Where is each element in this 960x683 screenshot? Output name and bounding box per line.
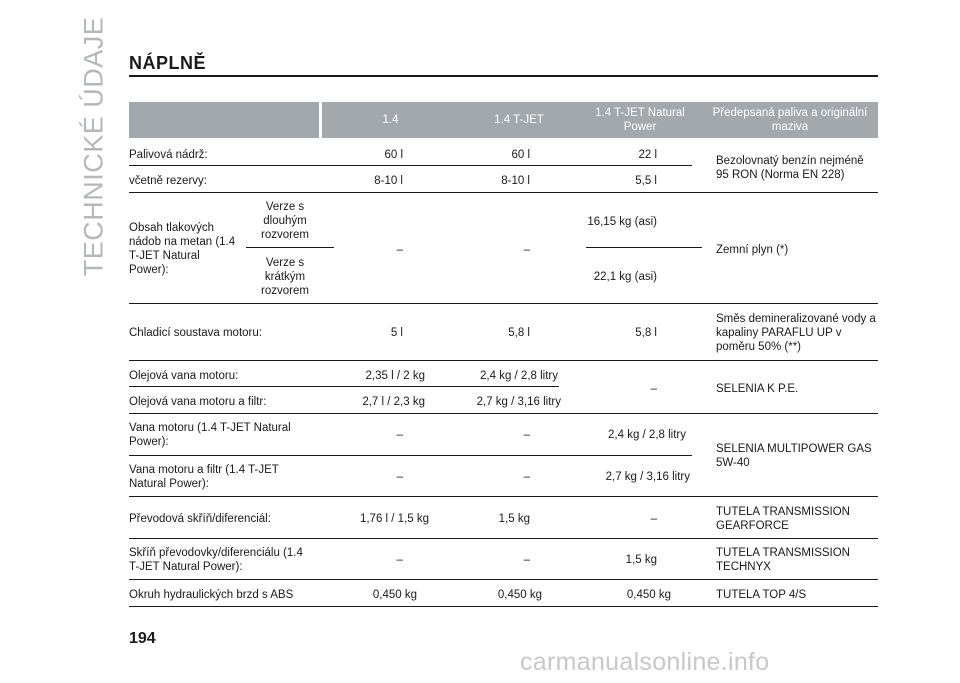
cooling-v3: 5,8 l (635, 327, 657, 339)
np-oil-pan-label: Vana motoru (1.4 T-JET Natural Power): (129, 422, 291, 448)
fuel-spec: Bezolovnatý benzín nejméně 95 RON (Norma EN 228) (716, 155, 864, 181)
cooling-v2: 5,8 l (508, 327, 530, 339)
watermark: carmanualsonline.info (520, 648, 770, 676)
fuel-tank-v3: 22 l (638, 149, 657, 161)
section-side-tab-label: TECHNICKÉ ÚDAJE (78, 16, 109, 277)
pressure-tanks-spec: Zemní plyn (*) (716, 244, 789, 256)
divider (129, 579, 878, 580)
pressure-tanks-long-variant: Verze s dlouhým rozvorem (261, 201, 309, 241)
header-col-4: Předepsaná paliva a originální maziva (712, 107, 868, 133)
pressure-tanks-v2: – (523, 244, 530, 256)
np-gearbox-label: Skříň převodovky/diferenciálu (1.4 T-JET Natural Power): (129, 547, 303, 573)
divider (129, 303, 878, 304)
divider (129, 386, 559, 387)
oil-pan-filter-v2: 2,7 kg / 3,16 litry (476, 396, 561, 408)
pressure-tanks-v3-short: 22,1 kg (asi) (593, 271, 657, 283)
np-oil-pan-filter-label: Vana motoru a filtr (1.4 T-JET Natural Power): (129, 464, 279, 490)
gearbox-spec: TUTELA TRANSMISSION GEARFORCE (716, 506, 850, 532)
gearbox-v3: – (650, 513, 657, 525)
divider (129, 165, 692, 166)
oil-pan-v2: 2,4 kg / 2,8 litry (480, 370, 558, 382)
gearbox-v1: 1,76 l / 1,5 kg (359, 513, 429, 525)
oil-pan-label: Olejová vana motoru: (129, 370, 239, 382)
divider (129, 413, 878, 414)
page-title: NÁPLNĚ (129, 53, 207, 73)
oil-v3: – (650, 383, 657, 395)
brakes-spec: TUTELA TOP 4/S (716, 589, 807, 601)
divider (129, 360, 878, 361)
np-oil-pan-filter-v2: – (523, 471, 530, 483)
np-oil-pan-v1: – (396, 429, 403, 441)
reserve-v2: 8-10 l (501, 175, 530, 187)
oil-pan-filter-v1: 2,7 l / 2,3 kg (362, 396, 425, 408)
pressure-tanks-short-variant: Verze s krátkým rozvorem (261, 257, 309, 297)
reserve-label: včetně rezervy: (129, 175, 207, 187)
np-gearbox-spec: TUTELA TRANSMISSION TECHNYX (716, 547, 850, 573)
reserve-v3: 5,5 l (635, 175, 657, 187)
cooling-label: Chladicí soustava motoru: (129, 327, 262, 339)
reserve-v1: 8-10 l (374, 175, 403, 187)
fuel-tank-v1: 60 l (384, 149, 403, 161)
fuel-tank-label: Palivová nádrž: (129, 149, 208, 161)
cooling-spec: Směs demineralizované vody a kapaliny PARAFLU UP v poměru 50% (**) (716, 313, 876, 353)
brakes-v3: 0,450 kg (626, 589, 671, 601)
brakes-label: Okruh hydraulických brzd s ABS (129, 589, 294, 601)
oil-pan-filter-label: Olejová vana motoru a filtr: (129, 396, 267, 408)
brakes-v1: 0,450 kg (372, 589, 417, 601)
gearbox-label: Převodová skříň/diferenciál: (129, 513, 271, 525)
np-oil-pan-filter-v1: – (396, 471, 403, 483)
brakes-v2: 0,450 kg (497, 589, 542, 601)
header-bar-blank (129, 102, 319, 138)
np-oil-pan-v2: – (523, 429, 530, 441)
pressure-tanks-v3-long: 16,15 kg (asi) (587, 216, 657, 228)
np-gearbox-v1: – (396, 554, 403, 566)
divider (129, 455, 692, 456)
gearbox-v2: 1,5 kg (498, 513, 530, 525)
header-col-1: 1.4 (382, 114, 399, 126)
cooling-v1: 5 l (390, 327, 403, 339)
divider (129, 192, 878, 193)
oil-spec: SELENIA K P.E. (716, 383, 799, 395)
np-oil-spec: SELENIA MULTIPOWER GAS 5W-40 (716, 443, 872, 469)
divider (129, 606, 878, 607)
divider (586, 247, 702, 248)
np-oil-pan-v3: 2,4 kg / 2,8 litry (608, 429, 686, 441)
page-number: 194 (129, 630, 156, 647)
divider (129, 538, 878, 539)
section-side-tab (72, 16, 116, 277)
pressure-tanks-v1: – (396, 244, 403, 256)
oil-pan-v1: 2,35 l / 2 kg (365, 370, 425, 382)
header-col-3: 1.4 T-JET Natural Power (595, 107, 685, 133)
np-gearbox-v2: – (523, 554, 530, 566)
header-col-2: 1.4 T-JET (494, 114, 544, 126)
np-gearbox-v3: 1,5 kg (625, 554, 657, 566)
np-oil-pan-filter-v3: 2,7 kg / 3,16 litry (605, 471, 690, 483)
pressure-tanks-label: Obsah tlakových nádob na metan (1.4 T-JET Natural Power): (129, 222, 236, 276)
fuel-tank-v2: 60 l (511, 149, 530, 161)
title-rule (129, 75, 878, 77)
divider (129, 496, 878, 497)
